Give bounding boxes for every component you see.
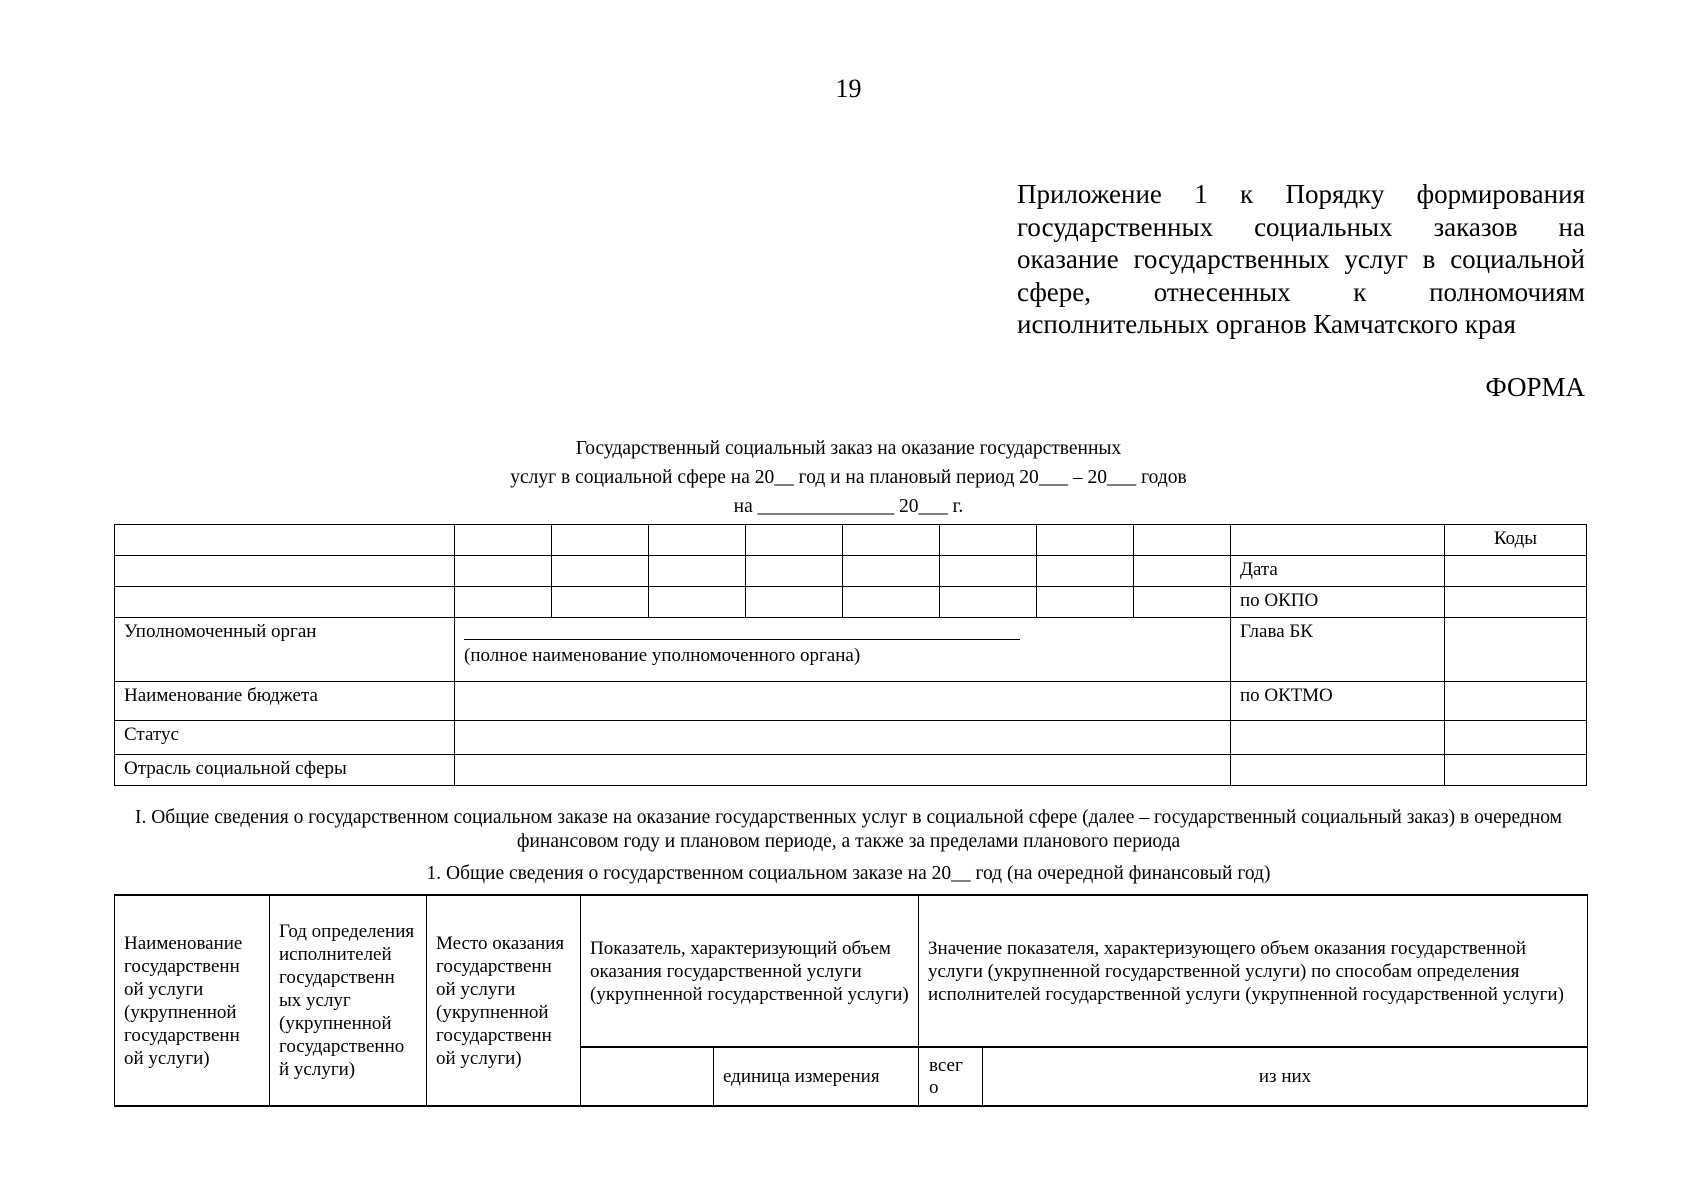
authority-label: Уполномоченный орган xyxy=(115,618,455,682)
header-cell xyxy=(649,525,746,556)
section-subheading: 1. Общие сведения о государственном социальном заказе на 20__ год (на очередной финансовый год) xyxy=(426,863,1271,884)
header-cell xyxy=(1037,587,1134,618)
header-cell xyxy=(1231,721,1445,755)
status-value-cell[interactable] xyxy=(455,721,1231,755)
header-cell xyxy=(1231,525,1445,556)
sub-of-them: из них xyxy=(983,1047,1588,1106)
header-cell xyxy=(552,587,649,618)
header-cell xyxy=(1037,556,1134,587)
authority-caption: (полное наименование уполномоченного органа) xyxy=(464,645,861,666)
sub-unit: единица измерения xyxy=(714,1047,919,1106)
codes-label: Коды xyxy=(1445,525,1587,556)
header-cell xyxy=(746,587,843,618)
status-label: Статус xyxy=(115,721,455,755)
col-year: Год определения исполнителей государственн ых услуг (укрупненной государственно й услуги) xyxy=(270,895,427,1106)
col-service-name: Наименование государственн ой услуги (укрупненной государственн ой услуги) xyxy=(115,895,270,1106)
appendix-line-2: государственных социальных заказов на xyxy=(1017,211,1585,242)
glava-bk-code-cell[interactable] xyxy=(1445,618,1587,682)
header-cell xyxy=(649,556,746,587)
glava-bk-label: Глава БК xyxy=(1231,618,1445,682)
header-cell xyxy=(1231,755,1445,786)
sub-indicator-blank xyxy=(581,1047,714,1106)
header-cell xyxy=(1134,587,1231,618)
header-cell xyxy=(115,587,455,618)
page-number: 19 xyxy=(835,74,862,103)
sector-value-cell[interactable] xyxy=(455,755,1231,786)
header-cell xyxy=(746,525,843,556)
authority-underline xyxy=(464,621,1020,640)
header-cell xyxy=(455,556,552,587)
header-cell xyxy=(455,587,552,618)
header-cell xyxy=(843,525,940,556)
header-cell xyxy=(455,525,552,556)
header-cell xyxy=(843,556,940,587)
form-label: ФОРМА xyxy=(1485,372,1585,402)
budget-label: Наименование бюджета xyxy=(115,682,455,721)
header-cell xyxy=(940,587,1037,618)
header-cell xyxy=(940,525,1037,556)
authority-value-cell[interactable] xyxy=(455,618,1231,682)
appendix-line-3: оказание государственных услуг в социальной xyxy=(1017,244,1585,274)
header-table xyxy=(114,524,1587,786)
header-cell xyxy=(940,556,1037,587)
header-cell xyxy=(1134,525,1231,556)
header-cell xyxy=(1445,721,1587,755)
budget-value-cell[interactable] xyxy=(455,682,1231,721)
title-line-3: на ______________ 20___ г. xyxy=(733,496,964,517)
header-cell xyxy=(843,587,940,618)
header-cell xyxy=(552,556,649,587)
header-cell xyxy=(115,525,455,556)
col-indicator: Показатель, характеризующий объем оказания государственной услуги (укрупненной государственной услуги) xyxy=(581,895,919,1047)
header-cell xyxy=(1037,525,1134,556)
main-table xyxy=(114,894,1588,1107)
header-cell xyxy=(649,587,746,618)
date-label: Дата xyxy=(1231,556,1445,587)
appendix-line-1: Приложение 1 к Порядку формирования xyxy=(1017,179,1585,209)
header-cell xyxy=(746,556,843,587)
okpo-code-cell[interactable] xyxy=(1445,587,1587,618)
oktmo-code-cell[interactable] xyxy=(1445,682,1587,721)
date-code-cell[interactable] xyxy=(1445,556,1587,587)
header-cell xyxy=(552,525,649,556)
appendix-line-4: сфере, отнесенных к полномочиям xyxy=(1017,276,1585,307)
title-line-1: Государственный социальный заказ на оказание государственных xyxy=(575,438,1122,459)
header-cell xyxy=(115,556,455,587)
section-heading: I. Общие сведения о государственном социальном заказе на оказание государственных услуг в социальной сфере (далее – государственный социальный заказ) в очередном финансовом году и плановом периоде, а также за пределами планового периода xyxy=(134,807,1563,852)
sub-total: всег о xyxy=(919,1047,983,1106)
header-cell xyxy=(1445,755,1587,786)
oktmo-label: по ОКТМО xyxy=(1231,682,1445,721)
sector-label: Отрасль социальной сферы xyxy=(115,755,455,786)
col-value: Значение показателя, характеризующего объем оказания государственной услуги (укрупненной государственной услуги) по способам определения исполнителей государственной услуги (укрупненной государственной услуги) xyxy=(919,895,1588,1047)
appendix-note xyxy=(1017,178,1585,341)
appendix-line-5: исполнительных органов Камчатского края xyxy=(1017,309,1516,339)
col-place: Место оказания государственн ой услуги (укрупненной государственн ой услуги) xyxy=(427,895,581,1106)
okpo-label: по ОКПО xyxy=(1231,587,1445,618)
title-line-2: услуг в социальной сфере на 20__ год и на плановый период 20___ – 20___ годов xyxy=(510,467,1187,488)
header-cell xyxy=(1134,556,1231,587)
